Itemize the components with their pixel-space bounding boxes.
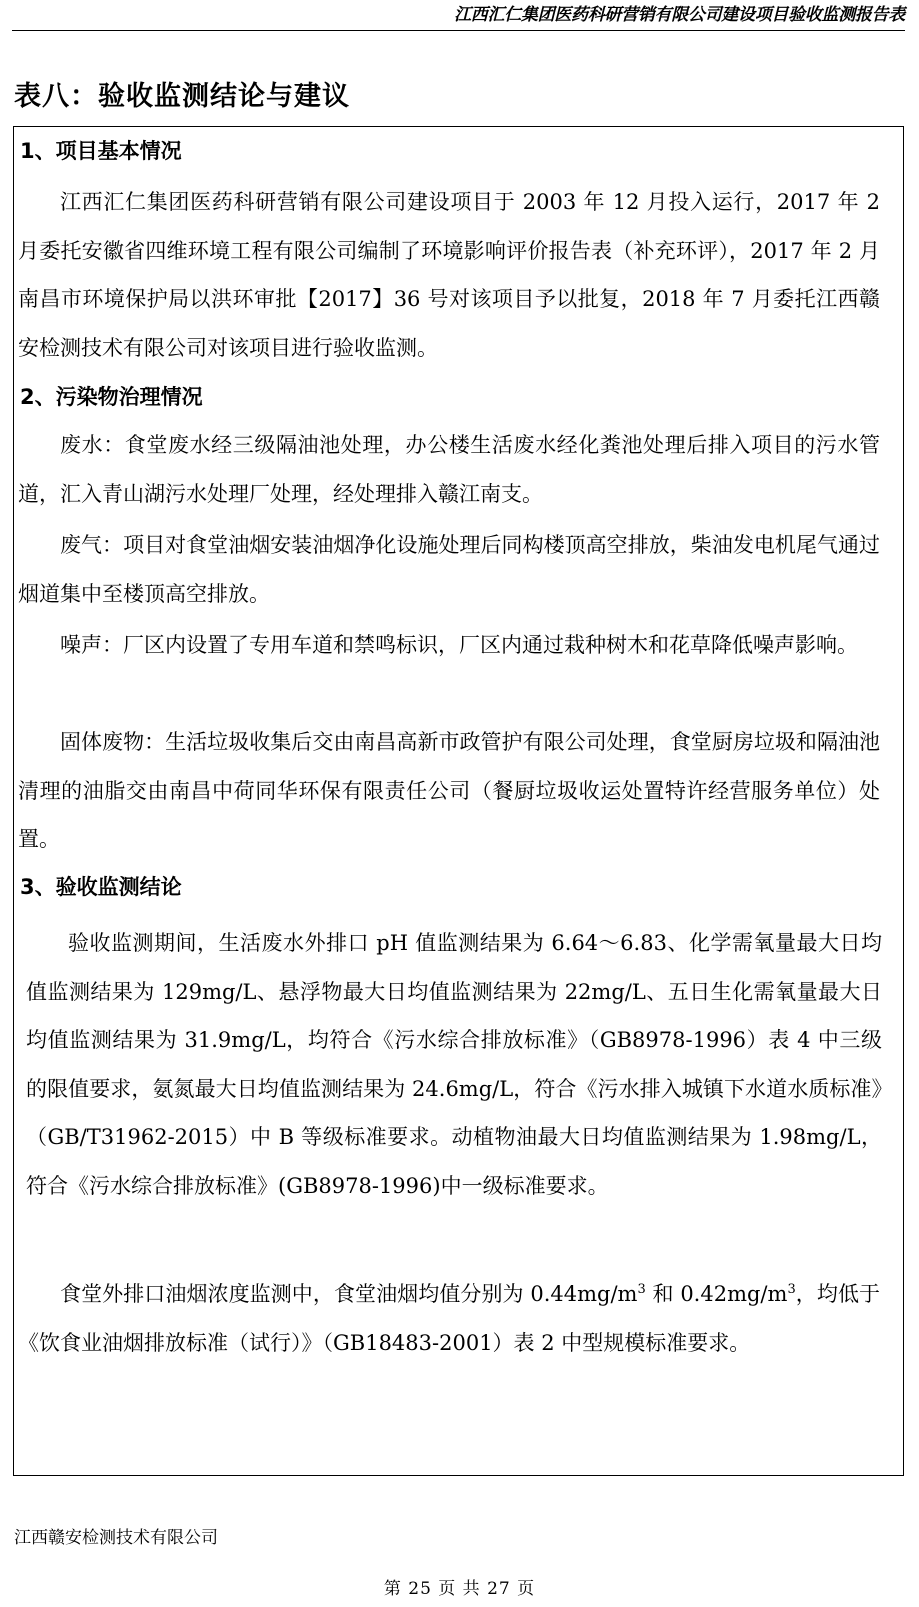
monitoring-conclusion-paragraph: 验收监测期间，生活废水外排口 pH 值监测结果为 6.64～6.83、化学需氧量最大日均值监测结果为 129mg/L、悬浮物最大日均值监测结果为 22mg/L、五日生化需氧量最大日均值监测结果为 31.9mg/L，均符合《污水综合排放标准》（GB8978-1996）表 4 中三级的限值要求，氨氮最大日均值监测结果为 24.6mg/L，符合《污水排入城镇下水道水质标准》（GB/T31962-2015）中 B 等级标准要求。动植物油最大日均值监测结果为 1.98mg/L，符合《污水综合排放标准》(GB8978-1996)中一级标准要求。	[26, 931, 882, 1198]
page-header	[12, 0, 905, 31]
cooking-fume-text-a: 食堂外排口油烟浓度监测中，食堂油烟均值分别为 0.44mg/m	[60, 1282, 638, 1306]
section-1-heading: 1、项目基本情况	[20, 139, 182, 163]
cooking-fume-text-c: ，均低于《饮食业油烟排放标准（试行）》（GB18483-2001）表 2 中型规模标准要求。	[18, 1282, 881, 1355]
section-3-heading: 3、验收监测结论	[20, 875, 182, 899]
header-title: 江西汇仁集团医药科研营销有限公司建设项目验收监测报告表	[454, 5, 905, 25]
superscript-2: 3	[787, 1282, 796, 1297]
page-number: 第 25 页 共 27 页	[383, 1579, 536, 1599]
section-1-paragraph: 江西汇仁集团医药科研营销有限公司建设项目于 2003 年 12 月投入运行，2017 年 2 月委托安徽省四维环境工程有限公司编制了环境影响评价报告表（补充环评），2017 年 2 月南昌市环境保护局以洪环审批【2017】36 号对该项目予以批复，2018 年 7 月委托江西赣安检测技术有限公司对该项目进行验收监测。	[18, 190, 880, 360]
wastewater-paragraph: 废水：食堂废水经三级隔油池处理，办公楼生活废水经化粪池处理后排入项目的污水管道，汇入青山湖污水处理厂处理，经处理排入赣江南支。	[18, 433, 880, 506]
cooking-fume-text-b: 和 0.42mg/m	[645, 1282, 788, 1306]
superscript-1: 3	[637, 1282, 646, 1297]
noise-paragraph: 噪声：厂区内设置了专用车道和禁鸣标识，厂区内通过栽种树木和花草降低噪声影响。	[60, 633, 858, 657]
conclusion-box	[13, 126, 904, 1476]
exhaust-gas-paragraph: 废气：项目对食堂油烟安装油烟净化设施处理后同构楼顶高空排放，柴油发电机尾气通过烟道集中至楼顶高空排放。	[18, 533, 880, 606]
footer-company: 江西赣安检测技术有限公司	[14, 1528, 218, 1548]
section-2-heading: 2、污染物治理情况	[20, 385, 203, 409]
solid-waste-paragraph: 固体废物：生活垃圾收集后交由南昌高新市政管护有限公司处理，食堂厨房垃圾和隔油池清理的油脂交由南昌中荷同华环保有限责任公司（餐厨垃圾收运处置特许经营服务单位）处置。	[18, 730, 880, 851]
table-title: 表八：验收监测结论与建议	[14, 81, 350, 112]
cooking-fume-paragraph	[18, 1266, 880, 1367]
